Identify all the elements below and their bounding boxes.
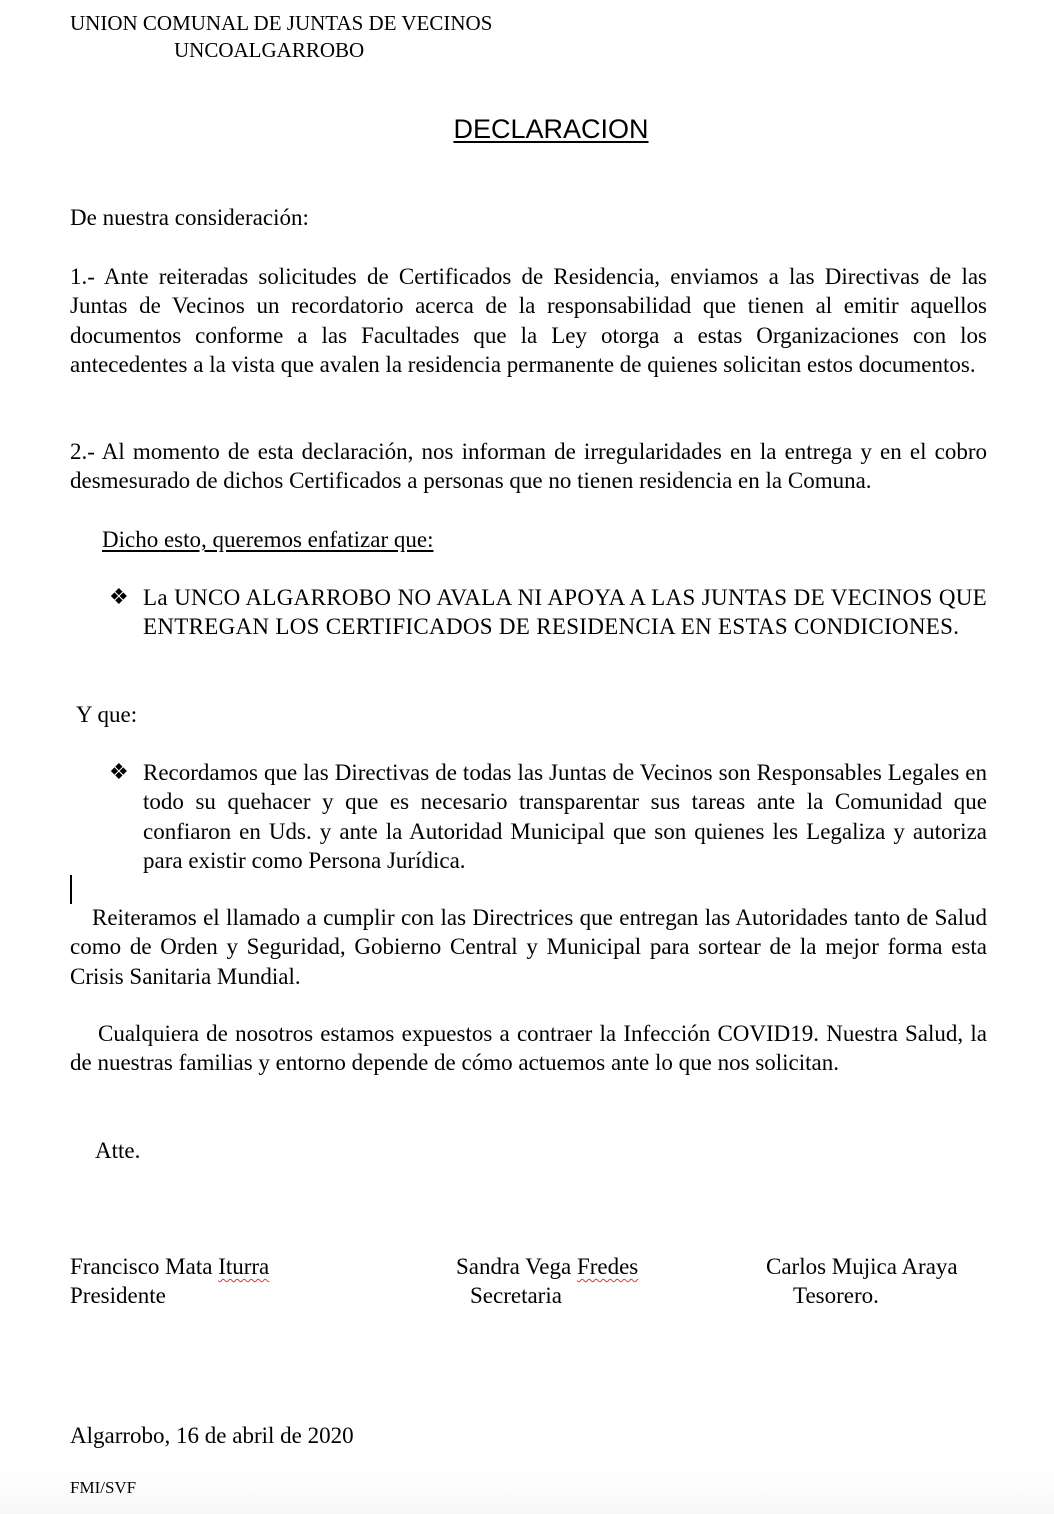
bullet-item-1 xyxy=(109,583,987,642)
document-title: DECLARACION xyxy=(453,114,649,144)
signature-name-secretary xyxy=(456,1252,638,1281)
signature-role-president: Presidente xyxy=(70,1283,166,1308)
y-que-label: Y que: xyxy=(76,702,138,727)
paragraph-4: Cualquiera de nosotros estamos expuestos a contraer la Infección COVID19. Nuestra Salud, la de nuestras familias y entorno depende de cómo actuemos ante lo que nos solicitan. xyxy=(70,1021,987,1076)
signature-role-secretary: Secretaria xyxy=(470,1283,562,1308)
bullet-text-1: La UNCO ALGARROBO NO AVALA NI APOYA A LAS JUNTAS DE VECINOS QUE ENTREGAN LOS CERTIFICADOS DE RESIDENCIA EN ESTAS CONDICIONES. xyxy=(143,585,987,640)
paragraph-2: 2.- Al momento de esta declaración, nos informan de irregularidades en la entrega y en el cobro desmesurado de dichos Certificados a personas que no tienen residencia en la Comuna. xyxy=(70,439,987,494)
bullet-text-2: Recordamos que las Directivas de todas las Juntas de Vecinos son Responsables Legales en todo su quehacer y que es necesario transparentar sus tareas ante la Comunidad que confiaron en Uds. y ante la Autoridad Municipal que son quienes les Legaliza y autoriza para existir como Persona Jurídica. xyxy=(143,760,987,873)
signature-role-treasurer: Tesorero. xyxy=(793,1283,879,1308)
paragraph-1: 1.- Ante reiteradas solicitudes de Certificados de Residencia, enviamos a las Directivas de las Juntas de Vecinos un recordatorio acerca de la responsabilidad que tienen al emitir aquellos documentos conforme a las Facultades que la Ley otorga a estas Organizaciones con los antecedentes a la vista que avalen la residencia permanente de quienes solicitan estos documentos. xyxy=(70,264,987,377)
paragraph-3: Reiteramos el llamado a cumplir con las Directrices que entregan las Autoridades tanto de Salud como de Orden y Seguridad, Gobierno Central y Municipal para sortear de la mejor forma esta Crisis Sanitaria Mundial. xyxy=(70,905,987,989)
signature-name-first: Francisco Mata xyxy=(70,1254,213,1279)
signature-name-last: Fredes xyxy=(576,1254,639,1279)
place-and-date: Algarrobo, 16 de abril de 2020 xyxy=(70,1423,354,1448)
emphasis-intro: Dicho esto, queremos enfatizar que: xyxy=(102,527,434,552)
closing: Atte. xyxy=(95,1138,141,1163)
organization-short-name: UNCOALGARROBO xyxy=(174,38,365,62)
text-cursor[interactable] xyxy=(70,875,72,904)
diamond-bullet-icon: ❖ xyxy=(109,760,129,785)
diamond-bullet-icon: ❖ xyxy=(109,585,129,610)
signature-name-treasurer xyxy=(766,1252,958,1281)
author-initials: FMI/SVF xyxy=(70,1478,137,1497)
signature-name-first: Carlos Mujica xyxy=(766,1254,897,1279)
greeting: De nuestra consideración: xyxy=(70,205,309,230)
signature-name-president xyxy=(70,1252,269,1281)
signature-name-last: Iturra xyxy=(218,1254,270,1279)
signature-name-last: Araya xyxy=(901,1254,958,1279)
organization-name: UNION COMUNAL DE JUNTAS DE VECINOS xyxy=(70,11,493,35)
bullet-item-2 xyxy=(109,758,987,875)
signature-name-first: Sandra Vega xyxy=(456,1254,572,1279)
